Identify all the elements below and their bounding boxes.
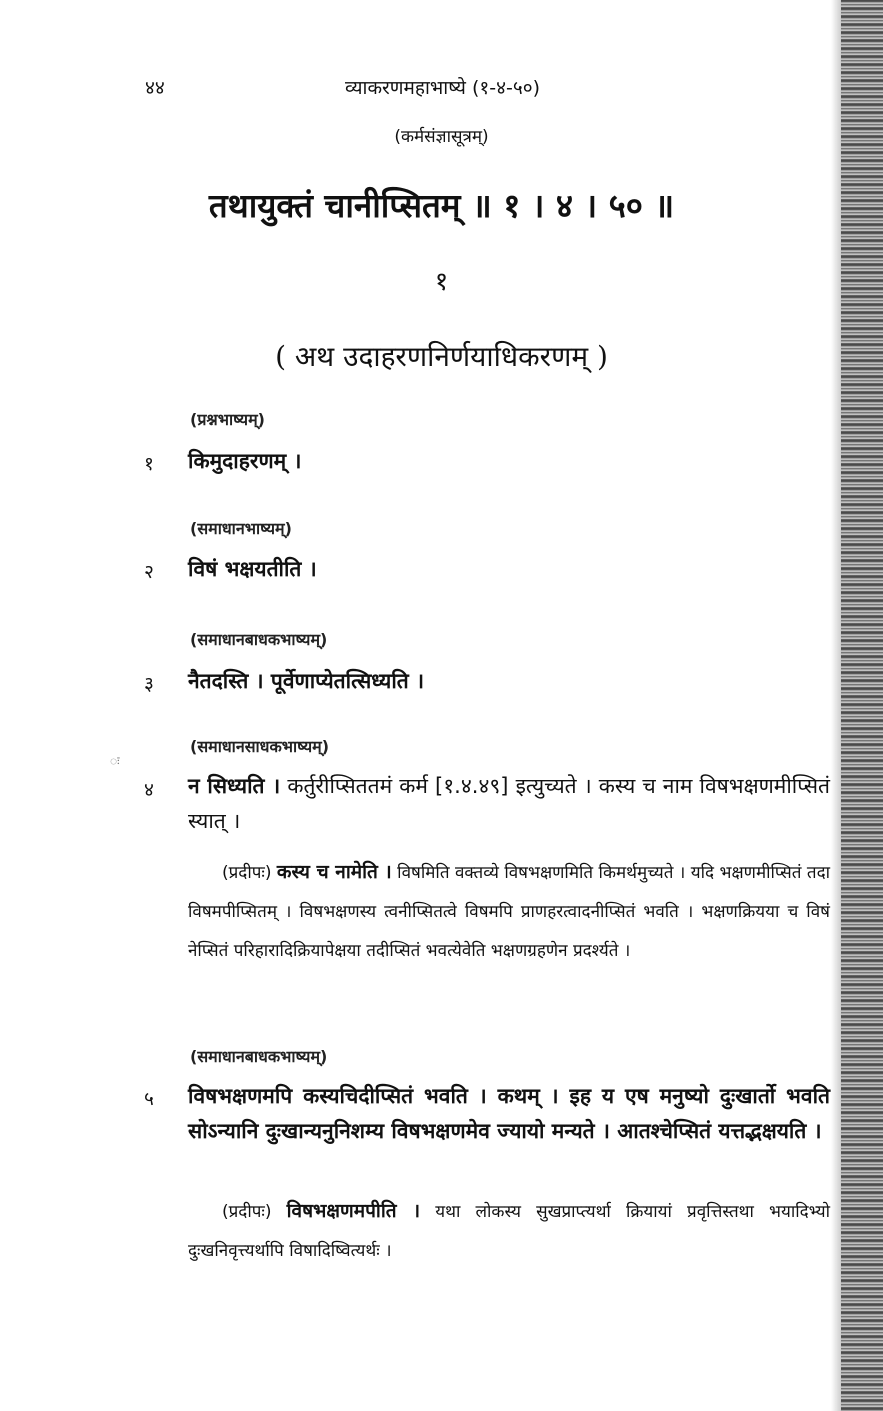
- adhikarana-heading: ( अथ उदाहरणनिर्णयाधिकरणम् ): [275, 340, 608, 373]
- pradipa-commentary: [188, 1192, 830, 1271]
- page-number: ४४: [145, 77, 165, 99]
- bhashya-tag: (समाधानबाधकभाष्यम्): [190, 1047, 328, 1066]
- bhashya-paragraph: [188, 769, 830, 839]
- pradipa-lead: विषभक्षणमपीति ।: [286, 1200, 421, 1222]
- pradipa-label: (प्रदीपः): [222, 1202, 272, 1222]
- pradipa-label: (प्रदीपः): [222, 863, 272, 883]
- bhashya-tag: (प्रश्नभाष्यम्): [190, 410, 265, 429]
- bhashya-text: किमुदाहरणम् ।: [188, 449, 302, 473]
- sutra-subtitle: (कर्मसंज्ञासूत्रम्): [394, 127, 489, 147]
- bhashya-body: कर्तुरीप्सिततमं कर्म [१.४.४९] इत्युच्यते । कस्य च नाम विषभक्षणमीप्सितं स्यात् ।: [188, 774, 831, 833]
- bhashya-tag: (समाधानभाष्यम्): [190, 519, 292, 538]
- bhashya-tag: (समाधानसाधकभाष्यम्): [190, 737, 330, 756]
- pradipa-body: यथा लोकस्य सुखप्राप्त्यर्था क्रियायां प्रवृत्तिस्तथा भयादिभ्यो दुःखनिवृत्त्यर्थापि विषादिष्वित्यर्थः ।: [188, 1202, 830, 1261]
- item-number: ४: [144, 779, 154, 801]
- item-number: ५: [144, 1088, 154, 1110]
- item-number: २: [144, 561, 154, 583]
- bhashya-paragraph: [188, 1079, 830, 1149]
- bhashya-tag: (समाधानबाधकभाष्यम्): [190, 630, 328, 649]
- pradipa-lead: कस्य च नामेति ।: [276, 861, 392, 883]
- margin-mark: ः: [110, 754, 120, 768]
- pradipa-commentary: [188, 853, 830, 971]
- bhashya-lead: न सिध्यति ।: [188, 774, 281, 798]
- section-number: १: [434, 267, 449, 297]
- running-title: व्याकरणमहाभाष्ये (१-४-५०): [345, 77, 541, 99]
- item-number: १: [144, 453, 154, 475]
- bhashya-body: विषभक्षणमपि कस्यचिदीप्सितं भवति । कथम् । इह य एष मनुष्यो दुःखार्तो भवति सोऽन्यानि दुःखान्यनुनिशम्य विषभक्षणमेव ज्यायो मन्यते । आतश्चेप्सितं यत्तद्भक्षयति ।: [188, 1084, 830, 1143]
- bhashya-text: विषं भक्षयतीति ।: [188, 557, 317, 581]
- item-number: ३: [144, 673, 154, 695]
- bhashya-text: नैतदस्ति । पूर्वेणाप्येतत्सिध्यति ।: [188, 669, 425, 693]
- pradipa-body: विषमिति वक्तव्ये विषभक्षणमिति किमर्थमुच्यते । यदि भक्षणमीप्सितं तदा विषमपीप्सितम् । विषभक्षणस्य त्वनीप्सितत्वे विषमपि प्राणहरत्वादनीप्सितं भवति । भक्षणक्रियया च विषं नेप्सितं परिहारादिक्रियापेक्षया तदीप्सितं भवत्येवेति भक्षणग्रहणेन प्रदर्श्यते ।: [188, 863, 831, 961]
- sutra-heading: तथायुक्तं चानीप्सितम् ॥ १ । ४ । ५० ॥: [208, 186, 675, 225]
